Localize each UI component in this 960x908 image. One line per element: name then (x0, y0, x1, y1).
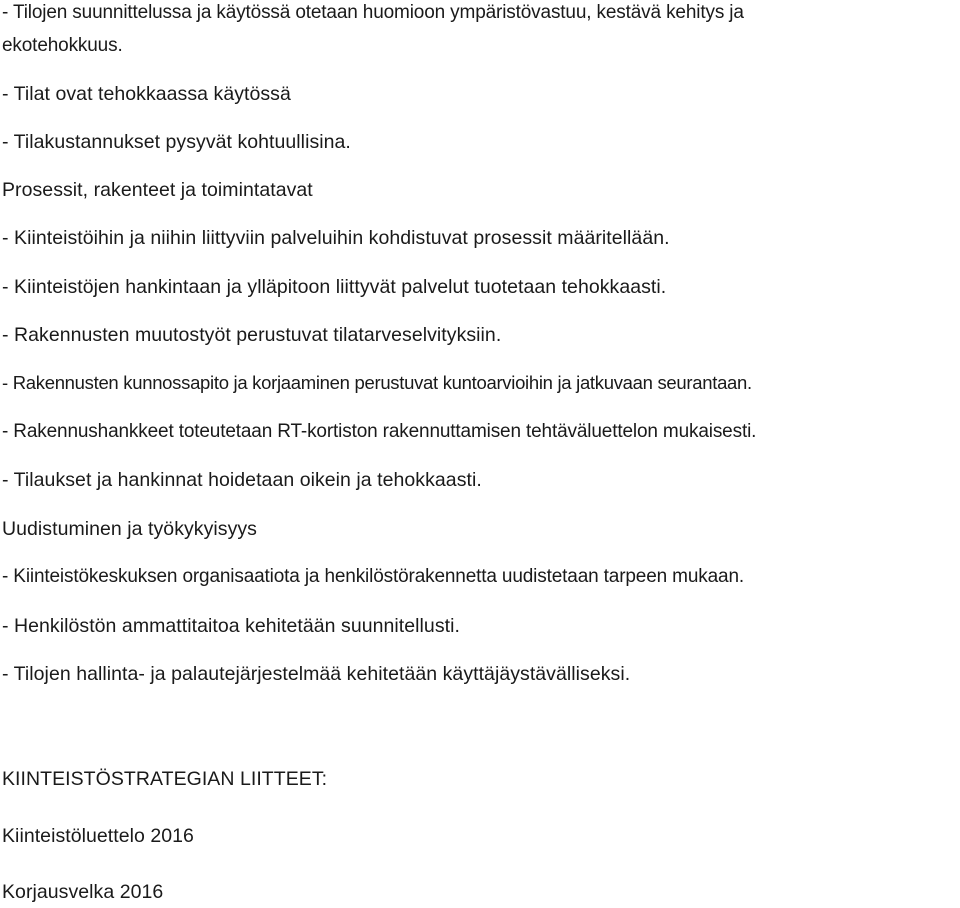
text-line: - Tilat ovat tehokkaassa käytössä (2, 83, 291, 105)
text-line: - Tilojen suunnittelussa ja käytössä otetaan huomioon ympäristövastuu, kestävä kehitys ja (2, 2, 744, 23)
section-heading: Prosessit, rakenteet ja toimintatavat (2, 179, 313, 201)
attachment-item: Kiinteistöluettelo 2016 (2, 825, 194, 847)
section-heading: Uudistuminen ja työkykyisyys (2, 518, 257, 540)
text-line: - Henkilöstön ammattitaitoa kehitetään suunnitellusti. (2, 615, 460, 637)
text-line: - Rakennusten muutostyöt perustuvat tilatarveselvityksiin. (2, 324, 502, 346)
text-line: - Tilakustannukset pysyvät kohtuullisina. (2, 131, 351, 153)
text-line: - Rakennushankkeet toteutetaan RT-kortiston rakennuttamisen tehtäväluettelon mukaisesti. (2, 421, 757, 442)
attachment-item: Korjausvelka 2016 (2, 881, 164, 903)
text-line: - Tilojen hallinta- ja palautejärjestelmää kehitetään käyttäjäystävälliseksi. (2, 663, 631, 685)
attachments-heading: KIINTEISTÖSTRATEGIAN LIITTEET: (2, 768, 328, 790)
text-line: - Rakennusten kunnossapito ja korjaaminen perustuvat kuntoarvioihin ja jatkuvaan seurantaan. (2, 372, 752, 393)
text-line: - Kiinteistökeskuksen organisaatiota ja henkilöstörakennetta uudistetaan tarpeen mukaan. (2, 566, 744, 587)
text-line: - Tilaukset ja hankinnat hoidetaan oikein ja tehokkaasti. (2, 469, 482, 491)
text-line: - Kiinteistöihin ja niihin liittyviin palveluihin kohdistuvat prosessit määritellään. (2, 227, 670, 249)
text-line: ekotehokkuus. (2, 35, 123, 56)
text-line: - Kiinteistöjen hankintaan ja ylläpitoon liittyvät palvelut tuotetaan tehokkaasti. (2, 276, 667, 298)
